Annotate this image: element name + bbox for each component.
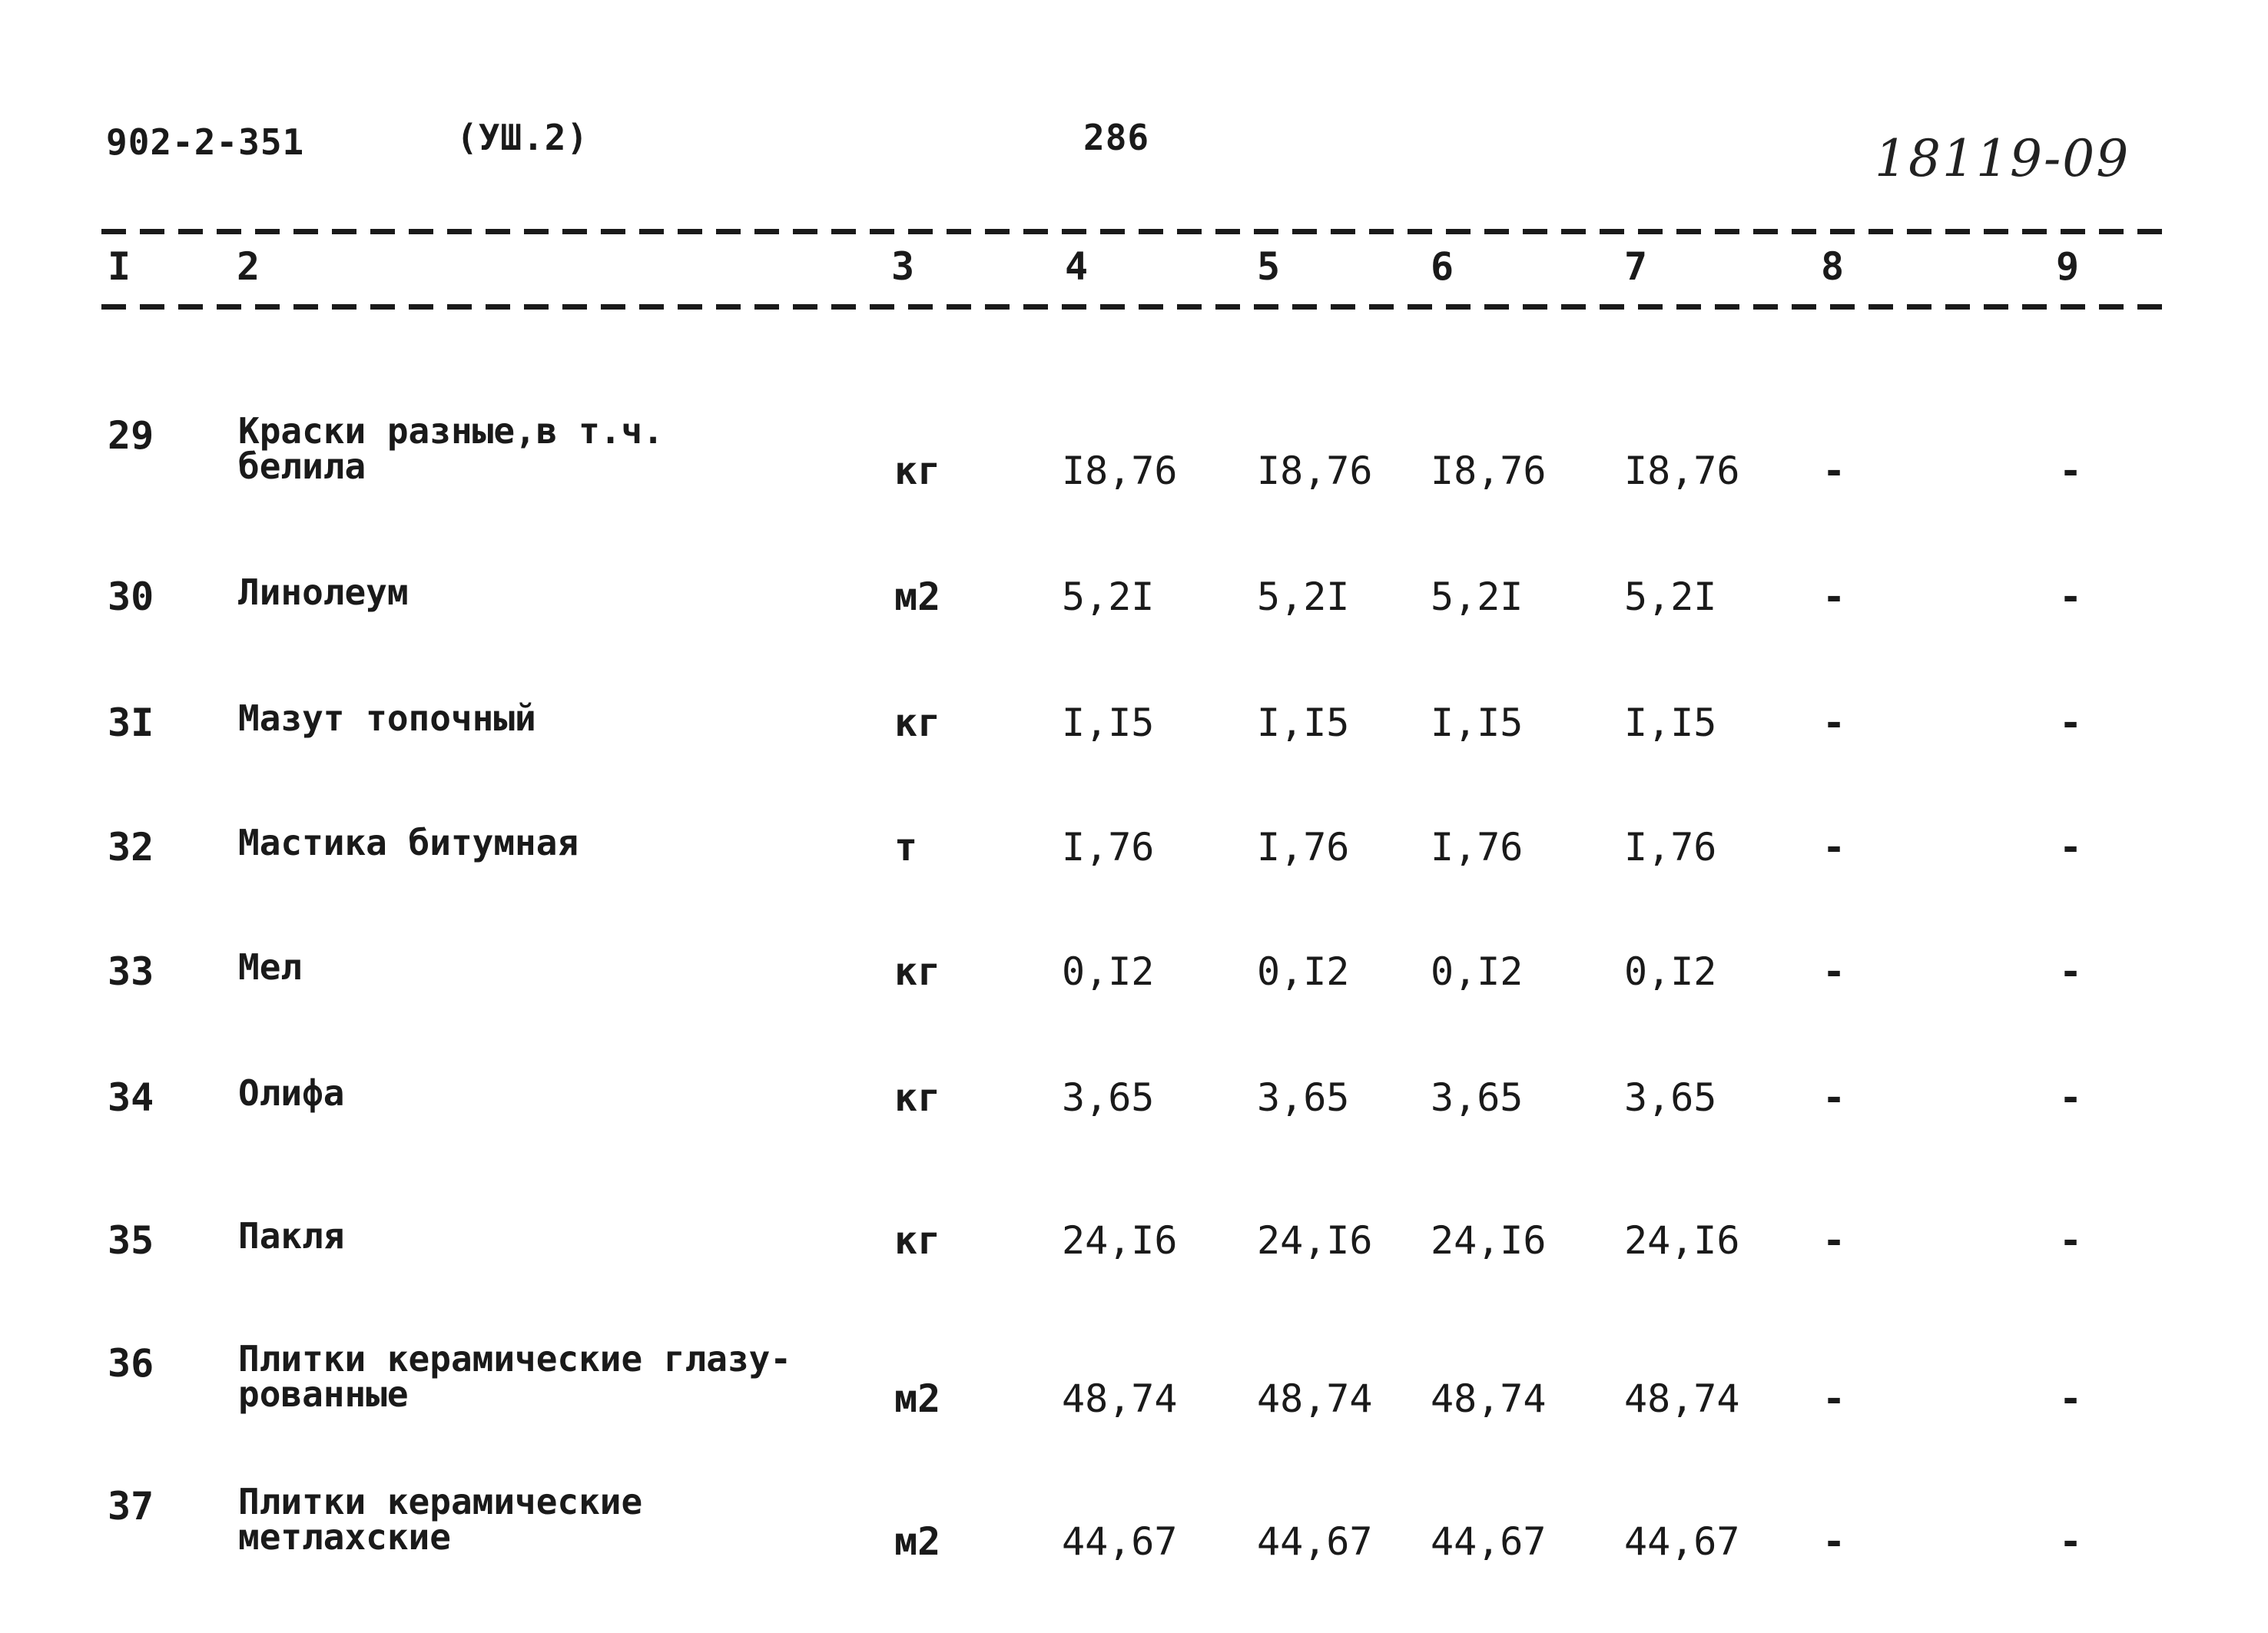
section-label: (УШ.2)	[456, 117, 589, 158]
unit-of-measure: кг	[894, 701, 941, 745]
value-col-6: 0,I2	[1431, 949, 1524, 994]
table-row	[0, 1481, 2268, 1568]
value-col-9: -	[2059, 949, 2083, 994]
value-col-8: -	[1822, 949, 1846, 994]
column-header-3: 3	[891, 244, 915, 289]
value-col-8: -	[1822, 1075, 1846, 1120]
value-col-8: -	[1822, 1376, 1846, 1421]
material-name: Мел	[238, 946, 303, 988]
row-number: 37	[108, 1484, 154, 1529]
value-col-8: -	[1822, 449, 1846, 493]
value-col-5: I,76	[1257, 825, 1350, 869]
value-col-4: 5,2I	[1062, 575, 1155, 619]
value-col-7: 3,65	[1624, 1075, 1717, 1120]
value-col-4: 3,65	[1062, 1075, 1155, 1120]
unit-of-measure: м2	[894, 575, 941, 619]
value-col-9: -	[2059, 1218, 2083, 1263]
value-col-5: 44,67	[1257, 1519, 1373, 1564]
column-header-1: I	[108, 244, 131, 289]
value-col-4: I,76	[1062, 825, 1155, 869]
value-col-7: I8,76	[1624, 449, 1740, 493]
table-row	[0, 1338, 2268, 1426]
value-col-7: 24,I6	[1624, 1218, 1740, 1263]
value-col-8: -	[1822, 1519, 1846, 1564]
value-col-6: I8,76	[1431, 449, 1547, 493]
value-col-4: 44,67	[1062, 1519, 1178, 1564]
unit-of-measure: т	[894, 825, 918, 869]
material-name: Мастика битумная	[238, 822, 579, 863]
value-col-6: I,I5	[1431, 701, 1524, 745]
column-header-9: 9	[2056, 244, 2080, 289]
value-col-8: -	[1822, 825, 1846, 869]
value-col-9: -	[2059, 1376, 2083, 1421]
value-col-5: I8,76	[1257, 449, 1373, 493]
material-name-continued: метлахские	[238, 1516, 451, 1558]
unit-of-measure: кг	[894, 449, 941, 493]
value-col-7: 48,74	[1624, 1376, 1740, 1421]
row-number: 35	[108, 1218, 154, 1263]
table-row	[0, 1040, 2268, 1125]
value-col-6: 48,74	[1431, 1376, 1547, 1421]
row-number: 36	[108, 1341, 154, 1386]
unit-of-measure: м2	[894, 1376, 941, 1421]
value-col-6: 3,65	[1431, 1075, 1524, 1120]
value-col-8: -	[1822, 1218, 1846, 1263]
material-name: Плитки керамические глазу-	[238, 1338, 792, 1380]
value-col-4: I,I5	[1062, 701, 1155, 745]
document-code: 902-2-351	[106, 121, 305, 163]
column-header-8: 8	[1821, 244, 1845, 289]
value-col-5: 0,I2	[1257, 949, 1350, 994]
value-col-7: I,76	[1624, 825, 1717, 869]
table-row	[0, 539, 2268, 624]
table-row	[0, 790, 2268, 874]
row-number: 32	[108, 825, 154, 869]
row-number: 29	[108, 413, 154, 458]
value-col-9: -	[2059, 825, 2083, 869]
value-col-9: -	[2059, 701, 2083, 745]
value-col-5: 48,74	[1257, 1376, 1373, 1421]
material-name-continued: белила	[238, 446, 366, 487]
column-header-6: 6	[1431, 244, 1454, 289]
value-col-7: 5,2I	[1624, 575, 1717, 619]
value-col-4: 24,I6	[1062, 1218, 1178, 1263]
unit-of-measure: м2	[894, 1519, 941, 1564]
value-col-4: 0,I2	[1062, 949, 1155, 994]
material-name-continued: рованные	[238, 1373, 409, 1415]
value-col-5: 3,65	[1257, 1075, 1350, 1120]
column-header-2: 2	[237, 244, 260, 289]
column-header-4: 4	[1065, 244, 1089, 289]
value-col-5: 24,I6	[1257, 1218, 1373, 1263]
header-bottom-rule	[101, 304, 2176, 310]
value-col-9: -	[2059, 1519, 2083, 1564]
value-col-5: I,I5	[1257, 701, 1350, 745]
value-col-9: -	[2059, 575, 2083, 619]
material-name: Мазут топочный	[238, 697, 536, 739]
value-col-4: I8,76	[1062, 449, 1178, 493]
value-col-7: I,I5	[1624, 701, 1717, 745]
value-col-8: -	[1822, 701, 1846, 745]
value-col-4: 48,74	[1062, 1376, 1178, 1421]
value-col-6: 24,I6	[1431, 1218, 1547, 1263]
page-number: 286	[1083, 117, 1150, 158]
row-number: 34	[108, 1075, 154, 1120]
material-name: Линолеум	[238, 571, 409, 613]
unit-of-measure: кг	[894, 1075, 941, 1120]
header-top-rule	[101, 229, 2176, 234]
table-row	[0, 665, 2268, 750]
material-name: Пакля	[238, 1215, 345, 1257]
row-number: 30	[108, 575, 154, 619]
table-row	[0, 1183, 2268, 1267]
table-row	[0, 914, 2268, 999]
row-number: 3I	[108, 701, 154, 745]
row-number: 33	[108, 949, 154, 994]
value-col-6: I,76	[1431, 825, 1524, 869]
value-col-8: -	[1822, 575, 1846, 619]
value-col-5: 5,2I	[1257, 575, 1350, 619]
value-col-7: 44,67	[1624, 1519, 1740, 1564]
material-name: Плитки керамические	[238, 1481, 643, 1522]
unit-of-measure: кг	[894, 949, 941, 994]
table-row	[0, 410, 2268, 498]
material-name: Краски разные,в т.ч.	[238, 410, 664, 452]
material-name: Олифа	[238, 1072, 345, 1114]
value-col-6: 44,67	[1431, 1519, 1547, 1564]
value-col-9: -	[2059, 449, 2083, 493]
archive-stamp-number: 18119-09	[1875, 129, 2130, 188]
value-col-6: 5,2I	[1431, 575, 1524, 619]
value-col-9: -	[2059, 1075, 2083, 1120]
column-header-5: 5	[1257, 244, 1281, 289]
column-header-7: 7	[1624, 244, 1648, 289]
value-col-7: 0,I2	[1624, 949, 1717, 994]
unit-of-measure: кг	[894, 1218, 941, 1263]
